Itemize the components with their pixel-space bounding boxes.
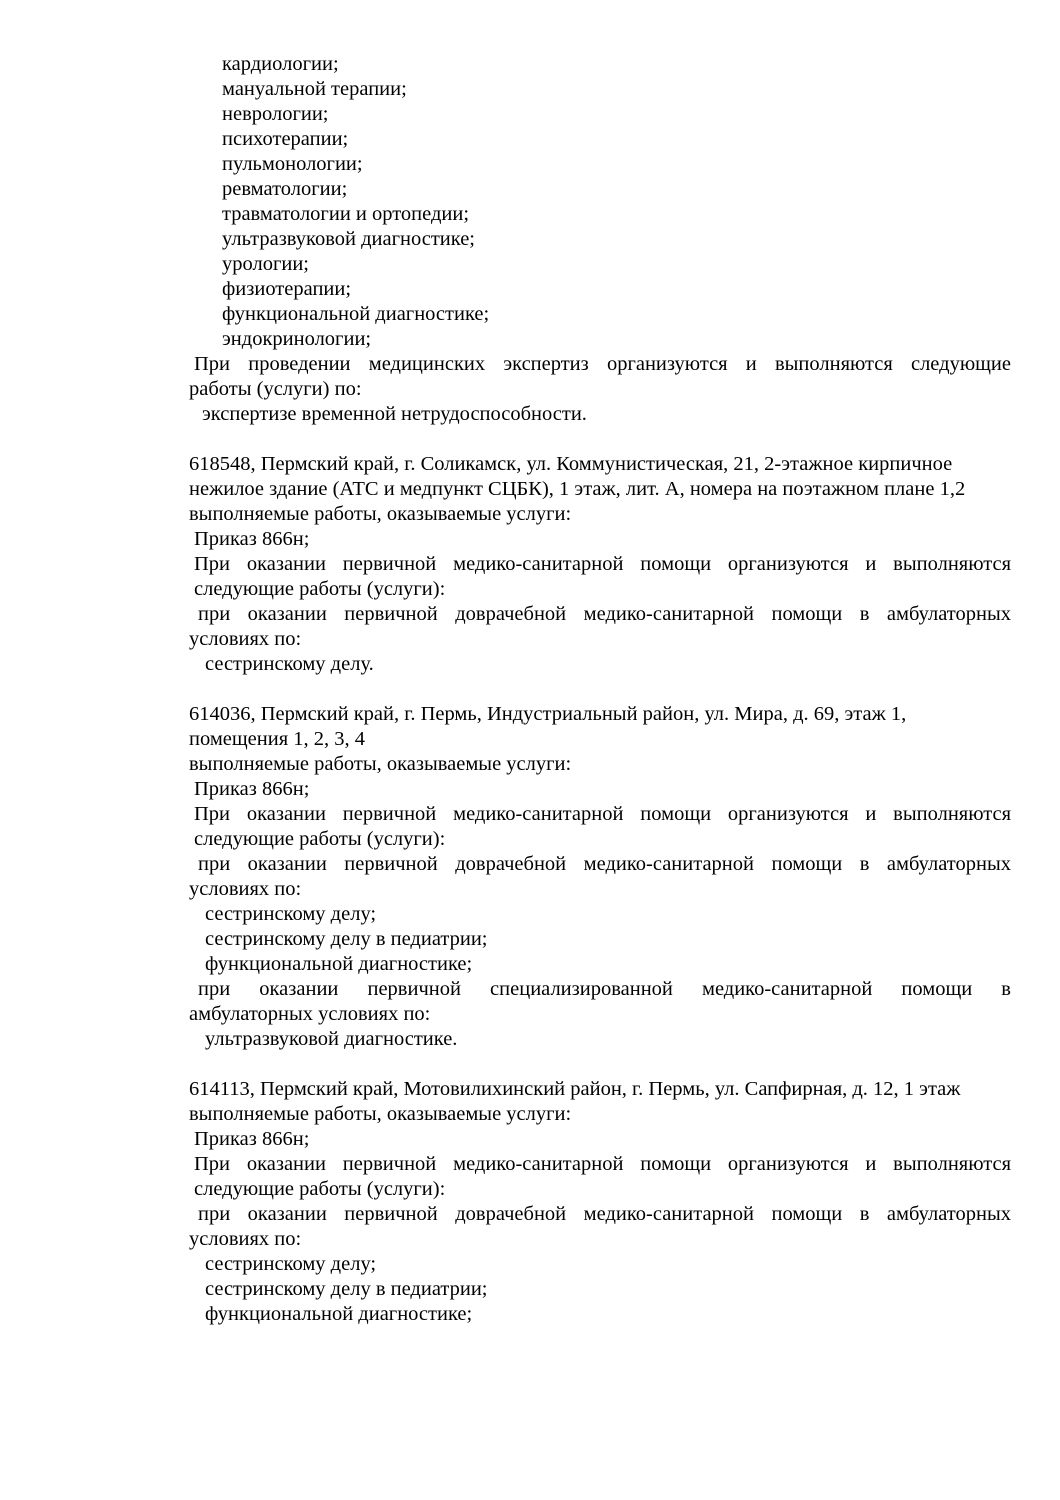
facility-address-line: 614036, Пермский край, г. Пермь, Индустриальный район, ул. Мира, д. 69, этаж 1,	[189, 703, 907, 725]
service-item: эндокринологии;	[222, 328, 372, 350]
service-item: травматологии и ортопедии;	[222, 203, 470, 225]
service-item: функциональной диагностике;	[205, 1303, 473, 1325]
order-reference: Приказ 866н;	[194, 1128, 310, 1150]
service-item: ультразвуковой диагностике.	[205, 1028, 458, 1050]
paragraph-line: следующие работы (услуги):	[194, 828, 446, 850]
works-services-label: выполняемые работы, оказываемые услуги:	[189, 1103, 572, 1125]
facility-614036	[189, 702, 1011, 1052]
service-item: неврологии;	[222, 103, 329, 125]
service-item: функциональной диагностике;	[205, 953, 473, 975]
paragraph-line: работы (услуги) по:	[189, 378, 362, 400]
paragraph-line: условиях по:	[189, 878, 302, 900]
paragraph-line: условиях по:	[189, 1228, 302, 1250]
paragraph-line: при оказании первичной специализированной медико-санитарной помощи в	[198, 978, 1011, 1000]
paragraph-line: при оказании первичной доврачебной медико-санитарной помощи в амбулаторных	[198, 603, 1011, 625]
paragraph-line: При оказании первичной медико-санитарной помощи организуются и выполняются	[194, 803, 1011, 825]
order-reference: Приказ 866н;	[194, 778, 310, 800]
facility-address-line: помещения 1, 2, 3, 4	[189, 728, 366, 750]
service-item: урологии;	[222, 253, 310, 275]
paragraph-line: амбулаторных условиях по:	[189, 1003, 431, 1025]
service-item: сестринскому делу;	[205, 1253, 377, 1275]
works-services-label: выполняемые работы, оказываемые услуги:	[189, 503, 572, 525]
service-item: сестринскому делу в педиатрии;	[205, 928, 488, 950]
facility-618548	[189, 452, 1011, 677]
paragraph-line: при оказании первичной доврачебной медико-санитарной помощи в амбулаторных	[198, 1203, 1011, 1225]
service-item: функциональной диагностике;	[222, 303, 490, 325]
works-services-label: выполняемые работы, оказываемые услуги:	[189, 753, 572, 775]
paragraph-line: условиях по:	[189, 628, 302, 650]
service-item: ультразвуковой диагностике;	[222, 228, 475, 250]
service-item: физиотерапии;	[222, 278, 352, 300]
facility-614113	[189, 1077, 1011, 1327]
order-reference: Приказ 866н;	[194, 528, 310, 550]
service-item: экспертизе временной нетрудоспособности.	[202, 403, 587, 425]
license-works-continued	[189, 52, 1011, 427]
facility-address-line: 618548, Пермский край, г. Соликамск, ул. Коммунистическая, 21, 2-этажное кирпичное	[189, 453, 953, 475]
service-item: кардиологии;	[222, 53, 339, 75]
paragraph-line: При оказании первичной медико-санитарной помощи организуются и выполняются	[194, 553, 1011, 575]
paragraph-line: При проведении медицинских экспертиз организуются и выполняются следующие	[194, 353, 1011, 375]
paragraph-line: следующие работы (услуги):	[194, 1178, 446, 1200]
service-item: пульмонологии;	[222, 153, 363, 175]
service-item: сестринскому делу.	[205, 653, 374, 675]
facility-address-line: 614113, Пермский край, Мотовилихинский район, г. Пермь, ул. Сапфирная, д. 12, 1 этаж	[189, 1078, 961, 1100]
paragraph-line: при оказании первичной доврачебной медико-санитарной помощи в амбулаторных	[198, 853, 1011, 875]
facility-address-line: нежилое здание (АТС и медпункт СЦБК), 1 этаж, лит. А, номера на поэтажном плане 1,2	[189, 478, 966, 500]
paragraph-line: При оказании первичной медико-санитарной помощи организуются и выполняются	[194, 1153, 1011, 1175]
service-item: сестринскому делу в педиатрии;	[205, 1278, 488, 1300]
paragraph-line: следующие работы (услуги):	[194, 578, 446, 600]
service-item: сестринскому делу;	[205, 903, 377, 925]
service-item: психотерапии;	[222, 128, 349, 150]
service-item: мануальной терапии;	[222, 78, 407, 100]
service-item: ревматологии;	[222, 178, 348, 200]
